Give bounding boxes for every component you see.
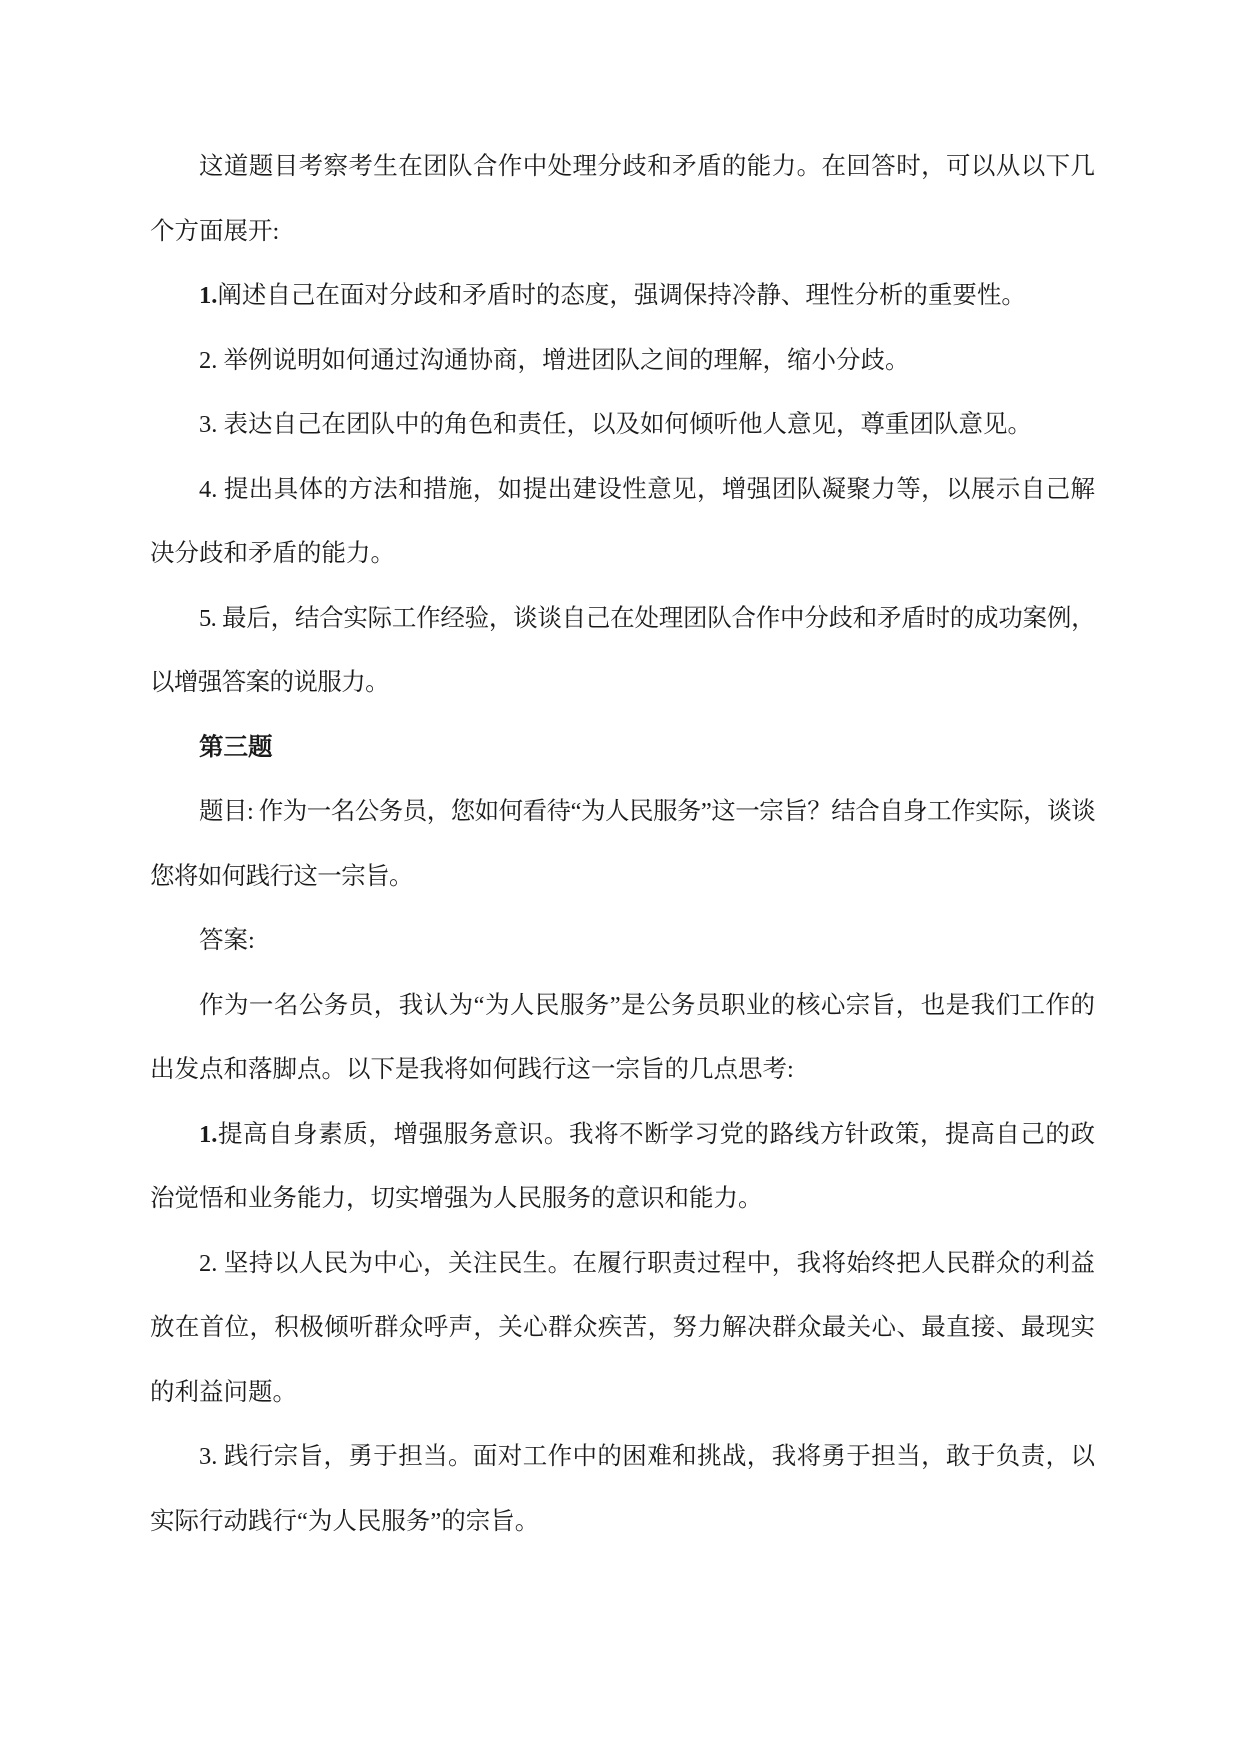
answer-label: 答案: [199, 927, 255, 954]
guideline-item-1 [150, 264, 1095, 329]
guideline-item-3: 3. 表达自己在团队中的角色和责任，以及如何倾听他人意见，尊重团队意见。 [199, 411, 1032, 438]
question-3-prompt: 题目: 作为一名公务员，您如何看待“为人民服务”这一宗旨？结合自身工作实际，谈谈您将如何践行这一宗旨。 [150, 798, 1095, 890]
answer-intro: 作为一名公务员，我认为“为人民服务”是公务员职业的核心宗旨，也是我们工作的出发点和落脚点。以下是我将如何践行这一宗旨的几点思考: [150, 991, 1095, 1083]
item-number-bold: 1. [199, 1120, 218, 1148]
document-body [150, 135, 1095, 1554]
answer-point-1-text: 提高自身素质，增强服务意识。我将不断学习党的路线方针政策，提高自己的政治觉悟和业务能力，切实增强为人民服务的意识和能力。 [150, 1120, 1095, 1212]
guideline-item-1-text: 阐述自己在面对分歧和矛盾时的态度，强调保持冷静、理性分析的重要性。 [217, 282, 1026, 309]
answer-point-2: 2. 坚持以人民为中心，关注民生。在履行职责过程中，我将始终把人民群众的利益放在首位，积极倾听群众呼声，关心群众疾苦，努力解决群众最关心、最直接、最现实的利益问题。 [150, 1249, 1095, 1406]
answer-point-1 [150, 1103, 1095, 1232]
answer-point-3: 3. 践行宗旨，勇于担当。面对工作中的困难和挑战，我将勇于担当，敢于负责，以实际行动践行“为人民服务”的宗旨。 [150, 1443, 1095, 1535]
guideline-item-4: 4. 提出具体的方法和措施，如提出建设性意见，增强团队凝聚力等，以展示自己解决分歧和矛盾的能力。 [150, 475, 1095, 567]
guideline-item-5: 5. 最后，结合实际工作经验，谈谈自己在处理团队合作中分歧和矛盾时的成功案例，以增强答案的说服力。 [150, 604, 1095, 696]
section-heading-question-3: 第三题 [199, 733, 273, 761]
item-number-bold: 1. [199, 282, 218, 309]
guideline-item-2: 2. 举例说明如何通过沟通协商，增进团队之间的理解，缩小分歧。 [199, 346, 910, 374]
answer-guideline-intro: 这道题目考察考生在团队合作中处理分歧和矛盾的能力。在回答时，可以从以下几个方面展开: [150, 153, 1095, 245]
